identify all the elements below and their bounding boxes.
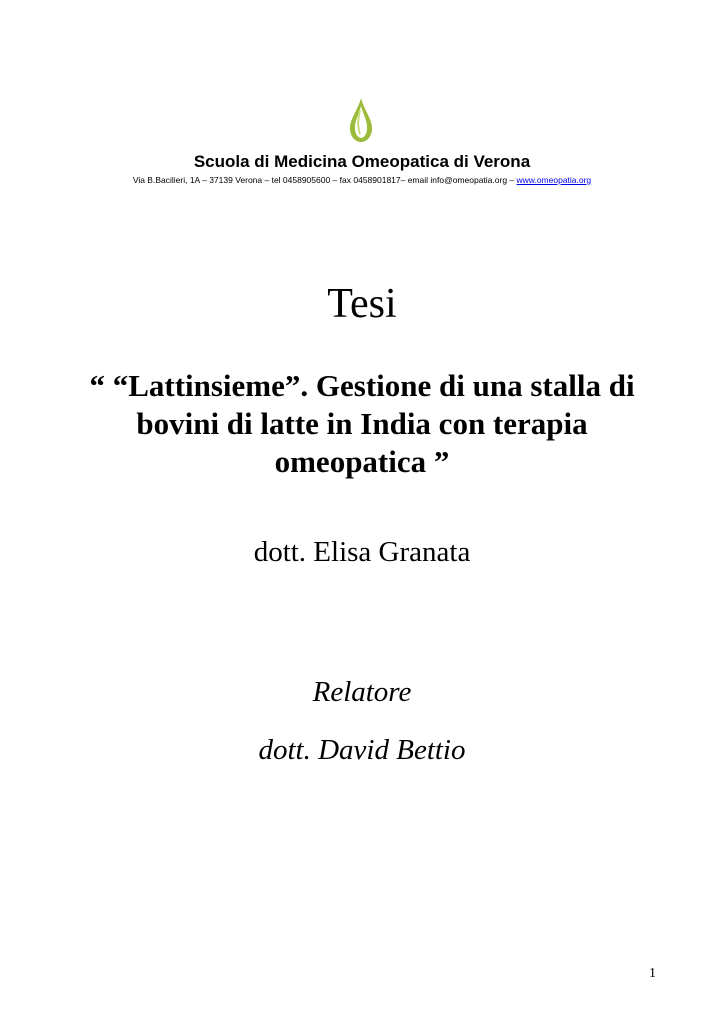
page-number: 1 — [649, 966, 656, 981]
address-text: Via B.Bacilieri, 1A – 37139 Verona – tel 0458905600 – fax 0458901817– email info@omeopatia.org – — [132, 175, 517, 185]
school-address — [0, 175, 724, 186]
green-drop-logo-icon — [345, 96, 377, 144]
relatore-label: Relatore — [312, 676, 412, 708]
school-name: Scuola di Medicina Omeopatica di Verona — [193, 152, 531, 171]
document-type: Tesi — [327, 281, 397, 327]
author-name: dott. Elisa Granata — [253, 536, 471, 568]
thesis-title: “ “Lattinsieme”. Gestione di una stalla di bovini di latte in India con terapia omeopatica ” — [89, 368, 635, 479]
website-link[interactable]: www.omeopatia.org — [516, 175, 592, 185]
relatore-name: dott. David Bettio — [258, 734, 466, 766]
